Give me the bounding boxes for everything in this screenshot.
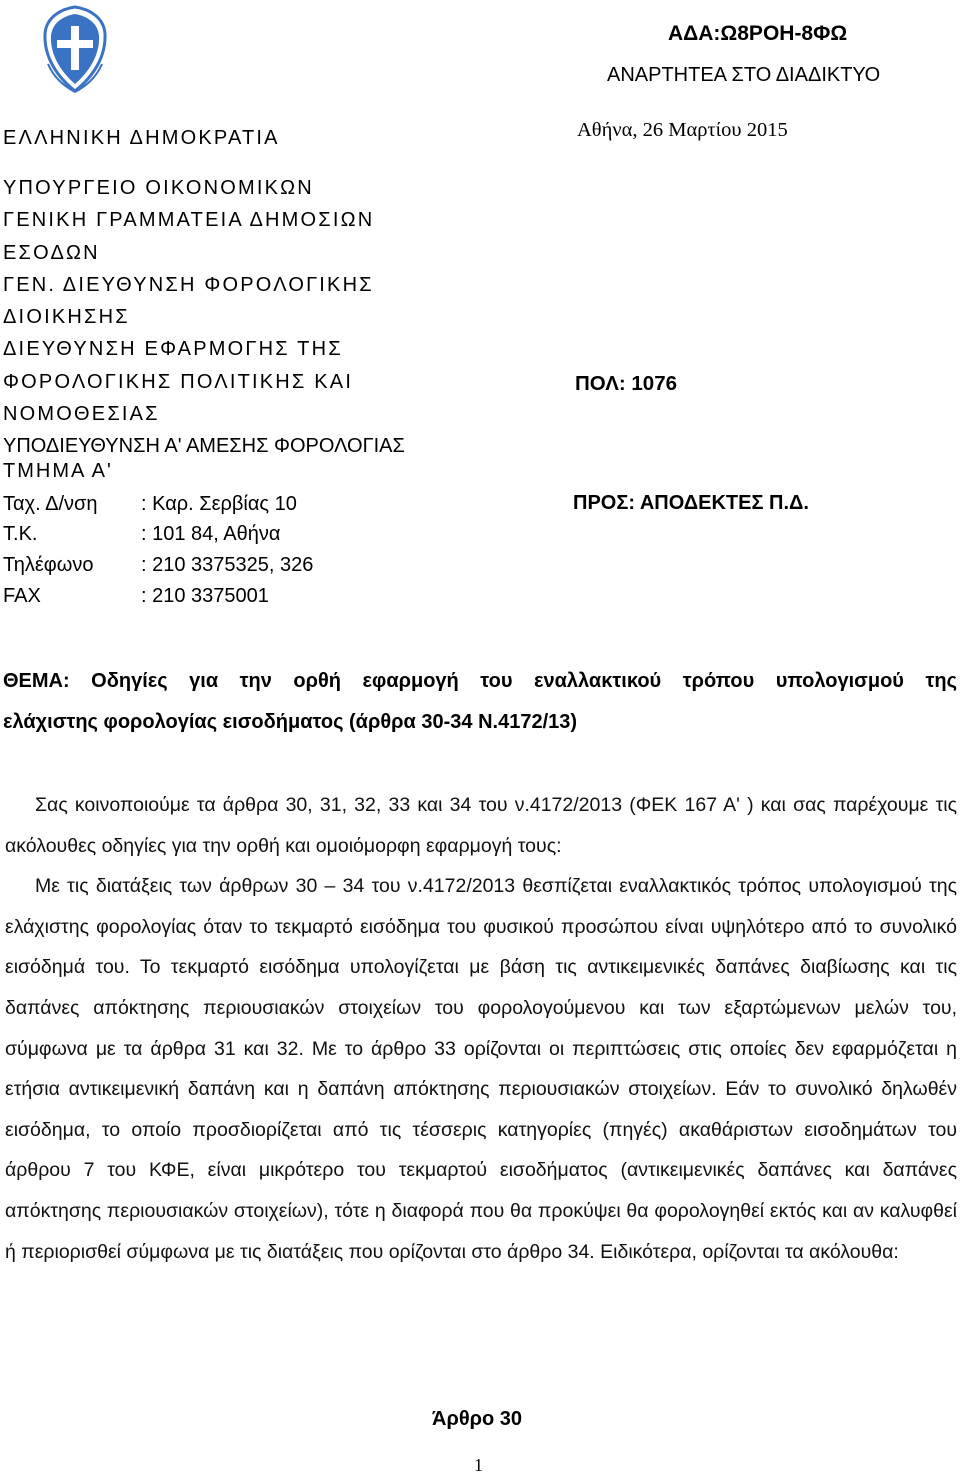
paragraph-1: Σας κοινοποιούμε τα άρθρα 30, 31, 32, 33 και 34 του ν.4172/2013 (ΦΕΚ 167 Α' ) και σας παρέχουμε τις ακόλουθες οδηγίες για την ορθή και ομοιόμορφη εφαρμογή τους:: [5, 794, 957, 857]
subject-line2: ελάχιστης φορολογίας εισοδήματος (άρθρα 30-34 Ν.4172/13): [3, 711, 578, 733]
subject-line1: ΘΕΜΑ: Οδηγίες για την ορθή εφαρμογή του εναλλακτικού τρόπου υπολογισμού της: [3, 670, 957, 692]
subdirectorate-heading: ΥΠΟΔΙΕΥΘΥΝΣΗ Α' ΑΜΕΣΗΣ ΦΟΡΟΛΟΓΙΑΣ: [3, 435, 405, 457]
phone-value: : 210 3375325, 326: [141, 554, 314, 576]
fax-label: FAX: [3, 585, 41, 607]
postcode-label: Τ.Κ.: [3, 523, 38, 545]
general-directorate-line1: ΓΕΝ. ΔΙΕΥΘΥΝΣΗ ΦΟΡΟΛΟΓΙΚΗΣ: [3, 274, 374, 296]
recipients: ΠΡΟΣ: ΑΠΟΔΕΚΤΕΣ Π.Δ.: [573, 492, 809, 514]
article-heading: Άρθρο 30: [432, 1408, 523, 1430]
body-text: [5, 785, 957, 1272]
paragraph-2: Με τις διατάξεις των άρθρων 30 – 34 του ν.4172/2013 θεσπίζεται εναλλακτικός τρόπος υπολογισμού της ελάχιστης φορολογίας όταν το τεκμαρτό εισόδημα του φυσικού προσώπου είναι υψηλότερο από το συνολικό εισόδημά του. Το τεκμαρτό εισόδημα υπολογίζεται με βάση τις αντικειμενικές δαπάνες διαβίωσης και τις δαπάνες απόκτησης περιουσιακών στοιχείων του φορολογούμενου και των εξαρτώμενων μελών του, σύμφωνα με τα άρθρα 31 και 32. Με το άρθρο 33 ορίζονται οι περιπτώσεις στις οποίες δεν εφαρμόζεται η ετήσια αντικειμενική δαπάνη και η δαπάνη απόκτησης περιουσιακών στοιχείων. Εάν το συνολικό δηλωθέν εισόδημα, το οποίο προσδιορίζεται από τις τέσσερις κατηγορίες (πηγές) ακαθάριστων εισοδημάτων του άρθρου 7 του ΚΦΕ, είναι μικρότερο του τεκμαρτού εισοδήματος (αντικειμενικές δαπάνες και δαπάνες απόκτησης περιουσιακών στοιχείων), τότε η διαφορά που θα προκύψει θα φορολογηθεί εκτός και αν καλυφθεί ή περιορισθεί σύμφωνα με τις διατάξεις που ορίζονται στο άρθρο 34. Ειδικότερα, ορίζονται τα ακόλουθα:: [5, 875, 957, 1263]
secretariat-heading-line2: ΕΣΟΔΩΝ: [3, 242, 100, 264]
ada-code: ΑΔΑ:Ω8ΡΟΗ-8ΦΩ: [668, 22, 848, 45]
general-directorate-line2: ΔΙΟΙΚΗΣΗΣ: [3, 306, 130, 328]
republic-heading: ΕΛΛΗΝΙΚΗ ΔΗΜΟΚΡΑΤΙΑ: [3, 127, 280, 149]
posted-notice: ΑΝΑΡΤΗΤΕΑ ΣΤΟ ΔΙΑΔΙΚΤΥΟ: [607, 64, 881, 86]
phone-label: Τηλέφωνο: [3, 554, 94, 576]
greek-state-seal: [40, 4, 110, 94]
page-number: 1: [474, 1455, 483, 1475]
secretariat-heading-line1: ΓΕΝΙΚΗ ΓΡΑΜΜΑΤΕΙΑ ΔΗΜΟΣΙΩΝ: [3, 209, 375, 231]
pol-number: ΠΟΛ: 1076: [575, 372, 677, 395]
postcode-value: : 101 84, Αθήνα: [141, 523, 281, 545]
department-heading: ΤΜΗΜΑ Α': [3, 460, 113, 482]
address-value: : Καρ. Σερβίας 10: [141, 493, 297, 515]
directorate-line1: ΔΙΕΥΘΥΝΣΗ ΕΦΑΡΜΟΓΗΣ ΤΗΣ: [3, 338, 343, 360]
directorate-line3: ΝΟΜΟΘΕΣΙΑΣ: [3, 403, 160, 425]
address-label: Ταχ. Δ/νση: [3, 493, 98, 515]
directorate-line2: ΦΟΡΟΛΟΓΙΚΗΣ ΠΟΛΙΤΙΚΗΣ ΚΑΙ: [3, 371, 354, 393]
fax-value: : 210 3375001: [141, 585, 269, 607]
document-date: Αθήνα, 26 Μαρτίου 2015: [577, 119, 788, 141]
ministry-heading: ΥΠΟΥΡΓΕΙΟ ΟΙΚΟΝΟΜΙΚΩΝ: [3, 177, 314, 199]
